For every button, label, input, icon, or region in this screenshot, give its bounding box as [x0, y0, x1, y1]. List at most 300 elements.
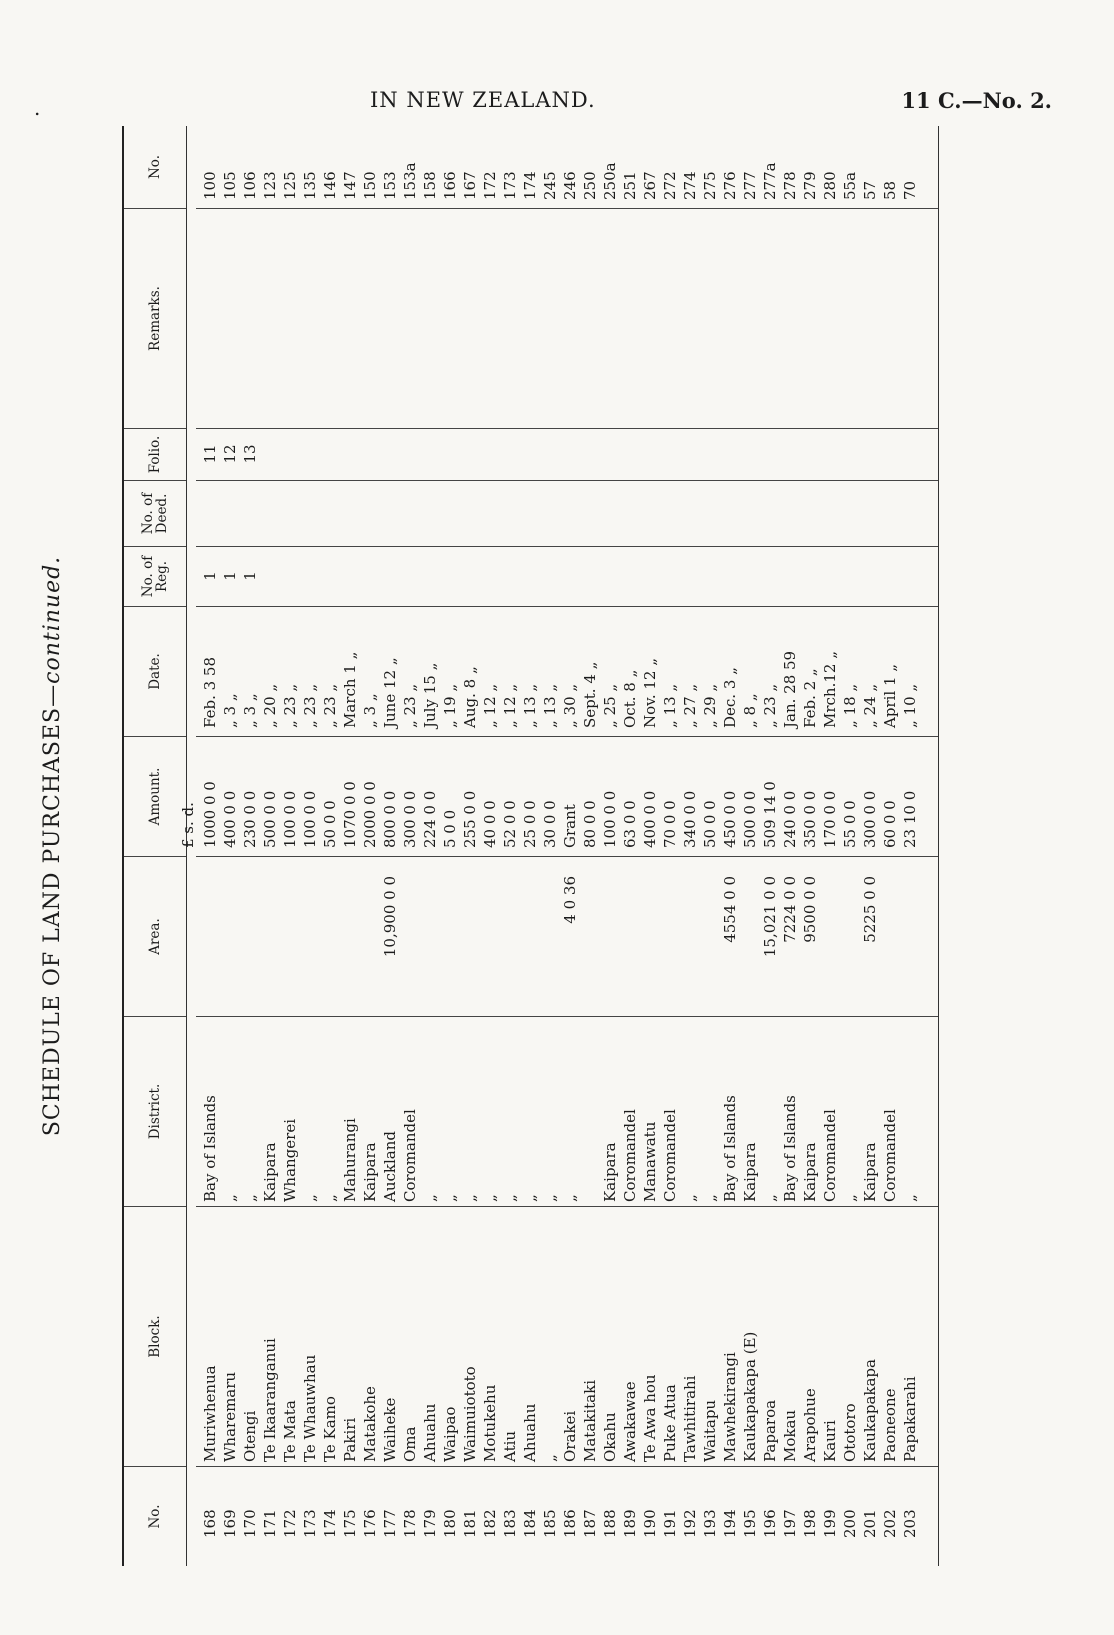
cell-amount: 255 0 0 — [461, 790, 479, 848]
cell-folio — [700, 428, 720, 480]
cell-deed — [480, 480, 500, 546]
cell-date: Oct. 8 „ — [621, 669, 639, 728]
table-row — [340, 126, 360, 1566]
cell-cno: 123 — [261, 171, 279, 200]
table-row — [460, 126, 480, 1566]
cell-deed — [840, 480, 860, 546]
cell-amount: 70 0 0 — [661, 800, 679, 848]
cell-folio — [460, 428, 480, 480]
cell-cno: 166 — [441, 171, 459, 200]
cell-reg — [560, 546, 580, 606]
table-row — [880, 126, 900, 1566]
cell-block: Waiheke — [381, 1397, 399, 1462]
cell-no: 170 — [241, 1509, 259, 1538]
cell-reg — [360, 546, 380, 606]
cell-deed — [360, 480, 380, 546]
schedule-title-continued: continued. — [40, 555, 65, 684]
cell-folio: 12 — [221, 444, 239, 464]
cell-no: 176 — [361, 1509, 379, 1538]
cell-folio — [400, 428, 420, 480]
cell-reg — [640, 546, 660, 606]
cell-folio — [360, 428, 380, 480]
cell-area — [260, 866, 280, 1016]
cell-cno: 276 — [721, 171, 739, 200]
cell-area — [240, 866, 260, 1016]
cell-folio — [900, 428, 920, 480]
cell-reg — [840, 546, 860, 606]
cell-area — [840, 866, 860, 1016]
cell-district: Whangerei — [281, 1118, 299, 1202]
cell-amount: 1000 0 0 — [201, 781, 219, 848]
cell-date: „ 27 „ — [681, 683, 699, 728]
cell-district: „ — [761, 1194, 779, 1202]
cell-deed — [800, 480, 820, 546]
cell-no: 198 — [801, 1509, 819, 1538]
cell-deed — [580, 480, 600, 546]
cell-date: Nov. 12 „ — [641, 657, 659, 728]
cell-folio — [760, 428, 780, 480]
cell-area — [820, 866, 840, 1016]
table-row — [420, 126, 440, 1566]
cell-no: 187 — [581, 1509, 599, 1538]
cell-date: Feb. 2 „ — [801, 668, 819, 728]
cell-date: „ 3 „ — [361, 693, 379, 728]
cell-deed — [620, 480, 640, 546]
cell-block: Muriwhenua — [201, 1365, 219, 1462]
table-row — [200, 126, 220, 1566]
cell-area — [660, 866, 680, 1016]
cell-no: 178 — [401, 1509, 419, 1538]
table-row — [840, 126, 860, 1566]
cell-date: „ 12 „ — [501, 683, 519, 728]
cell-deed — [460, 480, 480, 546]
cell-district: „ — [321, 1194, 339, 1202]
cell-no: 179 — [421, 1509, 439, 1538]
cell-reg: 1 — [201, 571, 219, 581]
cell-folio — [800, 428, 820, 480]
cell-amount: 40 0 0 — [481, 800, 499, 848]
cell-date: „ 3 „ — [241, 693, 259, 728]
rotated-schedule — [40, 126, 930, 1566]
cell-block: Atiu — [501, 1430, 519, 1462]
cell-block: Kauri — [821, 1420, 839, 1462]
cell-area: 7224 0 0 — [781, 876, 799, 943]
cell-reg — [820, 546, 840, 606]
cell-reg — [860, 546, 880, 606]
table-row — [740, 126, 760, 1566]
cell-district: „ — [221, 1194, 239, 1202]
table-row — [800, 126, 820, 1566]
cell-reg — [620, 546, 640, 606]
cell-deed — [900, 480, 920, 546]
cell-area — [420, 866, 440, 1016]
cell-area — [880, 866, 900, 1016]
cell-amount: 5 0 0 — [441, 809, 459, 848]
cell-block: Te Kamo — [321, 1396, 339, 1462]
cell-date: „ 19 „ — [441, 683, 459, 728]
cell-reg — [380, 546, 400, 606]
table-row — [400, 126, 420, 1566]
cell-date: „ 12 „ — [481, 683, 499, 728]
table-row — [600, 126, 620, 1566]
cell-date: March 1 „ — [341, 651, 359, 728]
cell-folio — [840, 428, 860, 480]
cell-amount: 100 0 0 — [301, 790, 319, 848]
schedule-title: SCHEDULE OF LAND PURCHASES—continued. — [40, 555, 65, 1137]
table-row — [260, 126, 280, 1566]
cell-block: Te Mata — [281, 1400, 299, 1462]
cell-reg — [800, 546, 820, 606]
cell-reg — [760, 546, 780, 606]
cell-area — [400, 866, 420, 1016]
cell-block: Kaukapakapa (E) — [741, 1331, 759, 1462]
cell-folio — [720, 428, 740, 480]
cell-district: „ — [481, 1194, 499, 1202]
cell-area — [220, 866, 240, 1016]
table-row — [780, 126, 800, 1566]
amount-units-row — [178, 126, 198, 1566]
cell-cno: 125 — [281, 171, 299, 200]
cell-area — [520, 866, 540, 1016]
cell-block: Matakitaki — [581, 1379, 599, 1462]
page-header — [0, 88, 1114, 122]
cell-date: „ 18 „ — [841, 683, 859, 728]
cell-deed — [280, 480, 300, 546]
cell-block: Awakawae — [621, 1381, 639, 1462]
table-row — [560, 126, 580, 1566]
cell-block: Kaukapakapa — [861, 1359, 879, 1462]
cell-no: 180 — [441, 1509, 459, 1538]
cell-district: Kaipara — [361, 1142, 379, 1202]
cell-cno: 172 — [481, 171, 499, 200]
cell-block: Ahuahu — [521, 1403, 539, 1462]
page-reference: 11 C.—No. 2. — [901, 88, 1052, 113]
cell-reg — [260, 546, 280, 606]
cell-date: Jan. 28 59 — [781, 650, 799, 728]
cell-date: „ 30 „ — [561, 683, 579, 728]
cell-deed — [720, 480, 740, 546]
cell-cno: 279 — [801, 171, 819, 200]
cell-block: Waitapu — [701, 1399, 719, 1462]
cell-date: „ 23 „ — [401, 683, 419, 728]
cell-deed — [300, 480, 320, 546]
cell-block: Papakarahi — [901, 1376, 919, 1462]
cell-area — [740, 866, 760, 1016]
cell-reg — [900, 546, 920, 606]
cell-date: July 15 „ — [421, 662, 439, 728]
cell-folio — [500, 428, 520, 480]
table-row — [540, 126, 560, 1566]
cell-block: „ — [541, 1454, 559, 1462]
cell-district: Coromandel — [621, 1109, 639, 1202]
cell-no: 189 — [621, 1509, 639, 1538]
cell-no: 199 — [821, 1509, 839, 1538]
table-row — [660, 126, 680, 1566]
table-row — [640, 126, 660, 1566]
col-header-folio: Folio. — [124, 428, 186, 480]
cell-area — [200, 866, 220, 1016]
cell-district: Mahurangi — [341, 1118, 359, 1202]
cell-block: Mokau — [781, 1409, 799, 1462]
cell-cno: 275 — [701, 171, 719, 200]
cell-no: 193 — [701, 1509, 719, 1538]
cell-block: Puke Atua — [661, 1384, 679, 1462]
cell-date: „ 13 „ — [661, 683, 679, 728]
cell-block: Te Whauwhau — [301, 1354, 319, 1462]
cell-district: Bay of Islands — [721, 1095, 739, 1202]
cell-block: Te Ikaaranganui — [261, 1338, 279, 1462]
cell-deed — [680, 480, 700, 546]
cell-amount: 350 0 0 — [801, 790, 819, 848]
cell-district: Coromandel — [881, 1109, 899, 1202]
cell-block: Paoneone — [881, 1388, 899, 1462]
cell-amount: 170 0 0 — [821, 790, 839, 848]
cell-district: „ — [241, 1194, 259, 1202]
cell-reg — [740, 546, 760, 606]
amount-units: £ s. d. — [179, 802, 197, 848]
cell-folio — [820, 428, 840, 480]
cell-folio — [480, 428, 500, 480]
cell-no: 191 — [661, 1509, 679, 1538]
cell-folio — [780, 428, 800, 480]
cell-area: 10,900 0 0 — [381, 876, 399, 958]
cell-cno: 153 — [381, 171, 399, 200]
cell-amount: 25 0 0 — [521, 800, 539, 848]
cell-folio — [280, 428, 300, 480]
running-title: IN NEW ZEALAND. — [370, 88, 596, 112]
table-row — [360, 126, 380, 1566]
cell-folio — [440, 428, 460, 480]
table-row — [440, 126, 460, 1566]
cell-deed — [320, 480, 340, 546]
col-header-deed: No. of Deed. — [124, 480, 186, 546]
margin-dot: . — [34, 96, 41, 120]
cell-date: Mrch.12 „ — [821, 651, 839, 728]
cell-cno: 70 — [901, 180, 919, 200]
cell-date: „ 20 „ — [261, 683, 279, 728]
col-header-amount: Amount. — [124, 736, 186, 856]
cell-reg — [520, 546, 540, 606]
cell-date: „ 13 „ — [541, 683, 559, 728]
cell-amount: 100 0 0 — [281, 790, 299, 848]
cell-no: 185 — [541, 1509, 559, 1538]
cell-folio — [320, 428, 340, 480]
cell-area — [700, 866, 720, 1016]
cell-cno: 174 — [521, 171, 539, 200]
cell-amount: 60 0 0 — [881, 800, 899, 848]
cell-amount: 30 0 0 — [541, 800, 559, 848]
cell-cno: 245 — [541, 171, 559, 200]
cell-no: 172 — [281, 1509, 299, 1538]
cell-date: „ 10 „ — [901, 683, 919, 728]
cell-no: 188 — [601, 1509, 619, 1538]
cell-cno: 106 — [241, 171, 259, 200]
cell-amount: 300 0 0 — [861, 790, 879, 848]
cell-cno: 57 — [861, 180, 879, 200]
cell-district: „ — [841, 1194, 859, 1202]
table-row — [480, 126, 500, 1566]
cell-no: 182 — [481, 1509, 499, 1538]
cell-folio — [600, 428, 620, 480]
cell-district: „ — [461, 1194, 479, 1202]
cell-amount: 52 0 0 — [501, 800, 519, 848]
cell-area: 4 0 36 — [561, 876, 579, 924]
cell-folio — [420, 428, 440, 480]
cell-no: 184 — [521, 1509, 539, 1538]
col-header-district: District. — [124, 1016, 186, 1206]
cell-folio — [860, 428, 880, 480]
cell-deed — [640, 480, 660, 546]
cell-block: Paparoa — [761, 1399, 779, 1462]
cell-amount: 230 0 0 — [241, 790, 259, 848]
cell-area — [480, 866, 500, 1016]
cell-reg — [780, 546, 800, 606]
cell-amount: 340 0 0 — [681, 790, 699, 848]
col-header-remarks: Remarks. — [124, 208, 186, 428]
cell-district: „ — [301, 1194, 319, 1202]
cell-deed — [260, 480, 280, 546]
cell-area — [580, 866, 600, 1016]
cell-cno: 167 — [461, 171, 479, 200]
cell-amount: Grant — [561, 804, 579, 848]
cell-date: „ 25 „ — [601, 683, 619, 728]
cell-no: 173 — [301, 1509, 319, 1538]
cell-no: 196 — [761, 1509, 779, 1538]
cell-no: 181 — [461, 1509, 479, 1538]
col-header-no: No. — [124, 1466, 186, 1566]
cell-area — [340, 866, 360, 1016]
cell-area — [500, 866, 520, 1016]
cell-district: Auckland — [381, 1131, 399, 1202]
cell-date: „ 8 „ — [741, 693, 759, 728]
cell-block: Okahu — [601, 1412, 619, 1462]
cell-area: 5225 0 0 — [861, 876, 879, 943]
cell-cno: 150 — [361, 171, 379, 200]
cell-district: Bay of Islands — [781, 1095, 799, 1202]
cell-no: 171 — [261, 1509, 279, 1538]
cell-no: 200 — [841, 1509, 859, 1538]
cell-area — [640, 866, 660, 1016]
cell-no: 194 — [721, 1509, 739, 1538]
cell-block: Mawhekirangi — [721, 1352, 739, 1462]
cell-amount: 1070 0 0 — [341, 781, 359, 848]
cell-no: 186 — [561, 1509, 579, 1538]
cell-area — [620, 866, 640, 1016]
cell-district: „ — [441, 1194, 459, 1202]
cell-deed — [760, 480, 780, 546]
cell-deed — [400, 480, 420, 546]
cell-district: Kaipara — [861, 1142, 879, 1202]
cell-area — [280, 866, 300, 1016]
cell-amount: 224 0 0 — [421, 790, 439, 848]
cell-amount: 23 10 0 — [901, 790, 919, 848]
cell-folio — [640, 428, 660, 480]
cell-date: „ 23 „ — [761, 683, 779, 728]
cell-block: Ahuahu — [421, 1403, 439, 1462]
cell-district — [580, 1016, 600, 1206]
cell-district: Coromandel — [821, 1109, 839, 1202]
cell-reg — [300, 546, 320, 606]
cell-reg — [340, 546, 360, 606]
cell-deed — [520, 480, 540, 546]
cell-cno: 267 — [641, 171, 659, 200]
cell-folio — [740, 428, 760, 480]
cell-district: „ — [701, 1194, 719, 1202]
cell-date: „ 29 „ — [701, 683, 719, 728]
cell-date: „ 24 „ — [861, 683, 879, 728]
table-row — [620, 126, 640, 1566]
cell-cno: 278 — [781, 171, 799, 200]
cell-cno: 280 — [821, 171, 839, 200]
col-header-reg: No. of Reg. — [124, 546, 186, 606]
table-row — [820, 126, 840, 1566]
cell-folio — [880, 428, 900, 480]
cell-amount: 240 0 0 — [781, 790, 799, 848]
cell-area — [320, 866, 340, 1016]
cell-district: Bay of Islands — [201, 1095, 219, 1202]
cell-cno: 158 — [421, 171, 439, 200]
cell-date: „ 23 „ — [301, 683, 319, 728]
cell-cno: 55a — [841, 171, 859, 200]
cell-cno: 147 — [341, 171, 359, 200]
cell-block: Pakiri — [341, 1417, 359, 1462]
cell-district: Coromandel — [661, 1109, 679, 1202]
cell-amount: 509 14 0 — [761, 781, 779, 848]
cell-folio — [340, 428, 360, 480]
table-row — [240, 126, 260, 1566]
cell-block: Oma — [401, 1426, 419, 1462]
cell-reg — [600, 546, 620, 606]
table-row — [900, 126, 920, 1566]
cell-reg — [440, 546, 460, 606]
cell-deed — [780, 480, 800, 546]
cell-reg: 1 — [241, 571, 259, 581]
cell-reg — [400, 546, 420, 606]
cell-deed — [600, 480, 620, 546]
cell-cno: 250 — [581, 171, 599, 200]
cell-reg — [880, 546, 900, 606]
table-row — [580, 126, 600, 1566]
cell-amount: 300 0 0 — [401, 790, 419, 848]
cell-reg — [320, 546, 340, 606]
cell-district: „ — [501, 1194, 519, 1202]
col-header-area: Area. — [124, 856, 186, 1016]
table-row — [680, 126, 700, 1566]
cell-folio: 11 — [201, 444, 219, 464]
cell-reg — [480, 546, 500, 606]
cell-cno: 277a — [761, 162, 779, 200]
cell-date: „ 13 „ — [521, 683, 539, 728]
cell-area — [440, 866, 460, 1016]
table-row — [220, 126, 240, 1566]
cell-no: 183 — [501, 1509, 519, 1538]
cell-folio — [560, 428, 580, 480]
cell-folio — [520, 428, 540, 480]
cell-date: Sept. 4 „ — [581, 661, 599, 728]
cell-cno: 100 — [201, 171, 219, 200]
col-header-block: Block. — [124, 1206, 186, 1466]
col-header-date: Date. — [124, 606, 186, 736]
cell-deed — [660, 480, 680, 546]
cell-block: Waipao — [441, 1406, 459, 1462]
cell-date: „ 23 „ — [321, 683, 339, 728]
cell-reg — [460, 546, 480, 606]
cell-date: June 12 „ — [381, 657, 399, 728]
cell-deed — [440, 480, 460, 546]
table-row — [760, 126, 780, 1566]
cell-no: 192 — [681, 1509, 699, 1538]
cell-no: 169 — [221, 1509, 239, 1538]
